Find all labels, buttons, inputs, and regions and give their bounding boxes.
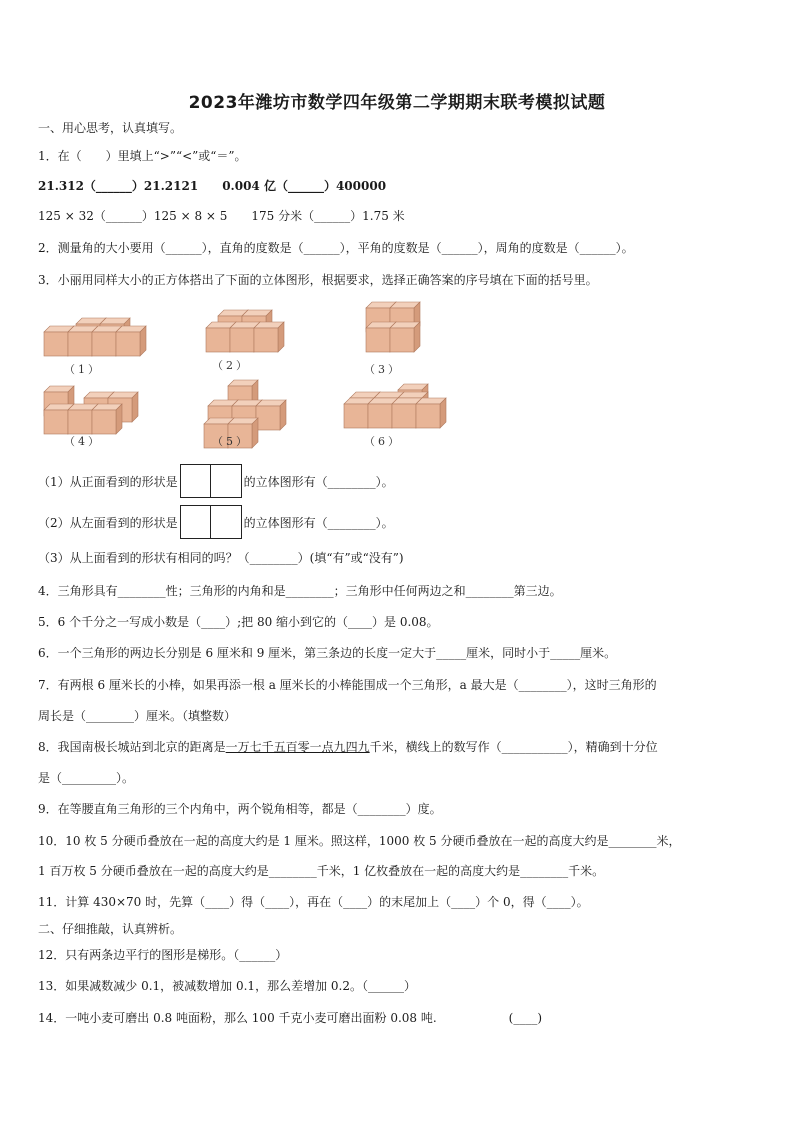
question-1-row-2: 125 × 32（______）125 × 8 × 5 175 分米（______）1.75 米 [38, 209, 405, 223]
page-title: 2023年潍坊市数学四年级第二学期期末联考模拟试题 [188, 93, 606, 113]
question-3-sub-3: （3）从上面看到的形状有相同的吗？（________）(填“有”或“没有”) [38, 551, 404, 565]
q8-underlined-number: 一万七千五百零一点九四九 [225, 740, 370, 754]
q8-prefix: 8．我国南极长城站到北京的距离是 [38, 740, 226, 754]
question-2: 2．测量角的大小要用（______），直角的度数是（______），平角的度数是（______），周角的度数是（______）。 [38, 241, 634, 255]
question-4: 4．三角形具有________性；三角形的内角和是________；三角形中任何两边之和________第三边。 [38, 584, 562, 598]
figure-caption-6: （6） [364, 435, 402, 448]
cube-figure-3 [366, 302, 420, 352]
question-13: 13．如果减数减少 0.1，被减数增加 0.1，那么差增加 0.2。（______） [38, 979, 416, 993]
sub-1-suffix: 的立体图形有（________）。 [243, 474, 394, 489]
question-14: 14．一吨小麦可磨出 0.8 吨面粉，那么 100 千克小麦可磨出面粉 0.08 吨. (____) [38, 1011, 543, 1025]
question-3-sub-1 [38, 464, 394, 498]
section-heading-2: 二、仔细推敲，认真辨析。 [38, 922, 183, 936]
question-1-row-1: 21.312（______）21.2121 0.004 亿（______）400000 [38, 179, 387, 193]
cube-figure-4 [44, 386, 138, 434]
q8-suffix: 千米，横线上的数写作（___________），精确到十分位 [369, 740, 658, 754]
question-10-line-2: 1 百万枚 5 分硬币叠放在一起的高度大约是________千米，1 亿枚叠放在一起的高度大约是________千米。 [38, 864, 605, 878]
sub-2-prefix: （2）从左面看到的形状是 [38, 515, 178, 530]
sub-2-suffix: 的立体图形有（________）。 [243, 515, 394, 530]
question-10-line-1: 10．10 枚 5 分硬币叠放在一起的高度大约是 1 厘米。照这样，1000 枚 5 分硬币叠放在一起的高度大约是________米， [38, 834, 681, 848]
figure-caption-4: （4） [64, 435, 102, 448]
question-6: 6．一个三角形的两边长分别是 6 厘米和 9 厘米，第三条边的长度一定大于_____厘米，同时小于_____厘米。 [38, 646, 617, 660]
two-square-shape [180, 505, 242, 539]
question-3-stem: 3．小丽用同样大小的正方体搭出了下面的立体图形，根据要求，选择正确答案的序号填在下面的括号里。 [38, 273, 598, 287]
figure-caption-3: （3） [364, 363, 402, 376]
two-square-shape [180, 464, 242, 498]
question-5: 5．6 个千分之一写成小数是（____）;把 80 缩小到它的（____）是 0.08。 [38, 615, 439, 629]
question-1-stem: 1．在（ ）里填上“>”“<”或“＝”。 [38, 149, 247, 163]
cube-figures [40, 300, 480, 455]
cube-figure-6 [344, 384, 446, 428]
question-11: 11．计算 430×70 时，先算（____）得（____），再在（____）的末尾加上（____）个 0，得（____）。 [38, 895, 589, 909]
question-7-line-1: 7．有两根 6 厘米长的小棒，如果再添一根 a 厘米长的小棒能围成一个三角形，a 最大是（________），这时三角形的 [38, 678, 657, 692]
figure-caption-5: （5） [212, 435, 250, 448]
figure-caption-2: （2） [212, 359, 250, 372]
question-7-line-2: 周长是（________）厘米。（填整数） [38, 709, 237, 723]
section-heading-1: 一、用心思考，认真填写。 [38, 121, 183, 135]
figure-caption-1: （1） [64, 363, 102, 376]
question-8-line-1 [38, 739, 658, 755]
question-12: 12．只有两条边平行的图形是梯形。（______） [38, 948, 288, 962]
question-3-sub-2 [38, 505, 394, 539]
cube-figure-2 [206, 310, 284, 352]
sub-1-prefix: （1）从正面看到的形状是 [38, 474, 178, 489]
question-8-line-2: 是（_________）。 [38, 771, 135, 785]
cube-figure-1 [44, 318, 146, 356]
question-9: 9．在等腰直角三角形的三个内角中，两个锐角相等，都是（________）度。 [38, 802, 442, 816]
